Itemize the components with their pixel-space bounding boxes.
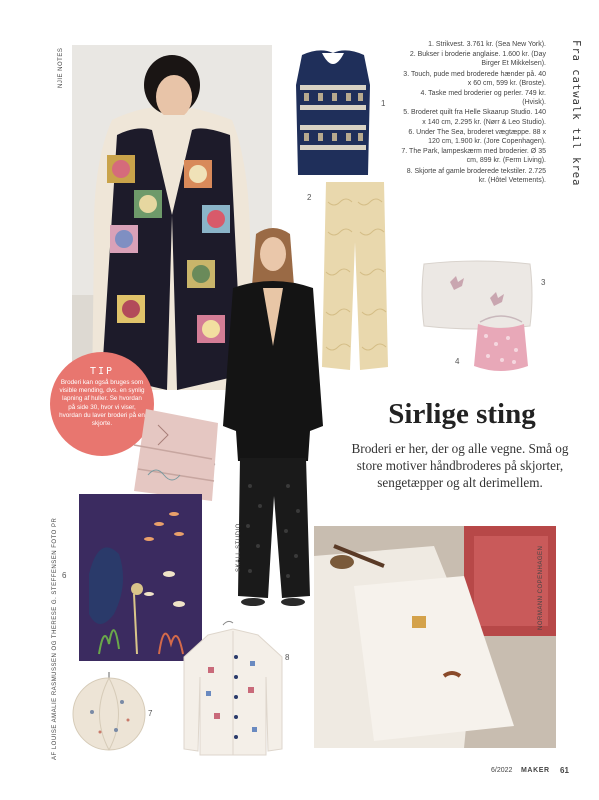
section-title-vertical: Fra catwalk til krea xyxy=(570,40,582,187)
photo-knit-vest xyxy=(290,45,376,180)
credit-normann-copenhagen: NORMANN COPENHAGEN xyxy=(538,545,544,630)
list-item: 7. The Park, lampeskærm med broderier. Ø 35 cm, 899 kr. (Ferm Living). xyxy=(401,148,546,165)
list-item: 6. Under The Sea, broderet vægtæppe. 88 x 120 cm, 1.900 kr. (Jore Copenhagen). xyxy=(408,128,546,146)
deck-text: Broderi er her, der og alle vegne. Små og store motiver håndbroderes på skjorter, sengetæpper og alt derimellem. xyxy=(351,441,569,490)
footer-issue: 6/2022 xyxy=(491,767,513,774)
footer-page-number: 61 xyxy=(560,766,569,775)
byline-credit: AF LOUISE AMALIE RASMUSSEN OG THERESE G. STEFFENSEN FOTO PR xyxy=(52,517,58,760)
tip-text: Broderi kan også bruges som visible mending, dvs. en synlig lapning af huller. Se hvordan på side 30, hvor vi viser, hvordan du laver broderi på en skjorte. xyxy=(59,379,145,428)
photo-embroidered-shirt xyxy=(178,617,288,759)
item-number-2: 2 xyxy=(307,193,312,202)
footer-brand: MAKER xyxy=(521,767,550,774)
photo-linen-towels xyxy=(314,526,556,748)
item-number-7: 7 xyxy=(148,709,153,718)
list-item: 2. Bukser i broderie anglaise. 1.600 kr. (Day Birger Et Mikkelsen). xyxy=(409,51,546,68)
photo-skall-studio-model xyxy=(218,226,328,611)
item-number-4: 4 xyxy=(455,357,460,366)
credit-njie-notes: NJIE NOTES xyxy=(58,47,64,88)
list-item: 8. Skjorte af gamle broderede tekstiler. 2.725 kr. (Hôtel Vetements). xyxy=(406,167,546,184)
tip-title: TIP xyxy=(89,366,115,377)
list-item: 1. Strikvest. 3.761 kr. (Sea New York). xyxy=(428,41,546,48)
photo-lace-trousers xyxy=(318,182,392,372)
item-number-3: 3 xyxy=(541,278,546,287)
photo-beaded-bag xyxy=(466,310,536,376)
headline: Sirlige sting xyxy=(388,398,536,430)
list-item: 5. Broderet quilt fra Helle Skaarup Studio. 140 x 140 cm, 2.295 kr. (Nørr & Leo Studio). xyxy=(403,109,546,126)
item-number-1: 1 xyxy=(381,99,386,108)
list-item: 4. Taske med broderier og perler. 749 kr. (Hvisk). xyxy=(420,90,546,107)
list-item: 3. Touch, pude med broderede hænder på. 40 x 60 cm, 599 kr. (Broste). xyxy=(403,70,546,87)
item-number-8: 8 xyxy=(285,653,290,662)
product-list xyxy=(398,40,546,186)
photo-embroidered-lampshade xyxy=(70,672,148,752)
item-number-6: 6 xyxy=(62,571,67,580)
credit-skall-studio: SKALL STUDIO xyxy=(236,523,242,572)
